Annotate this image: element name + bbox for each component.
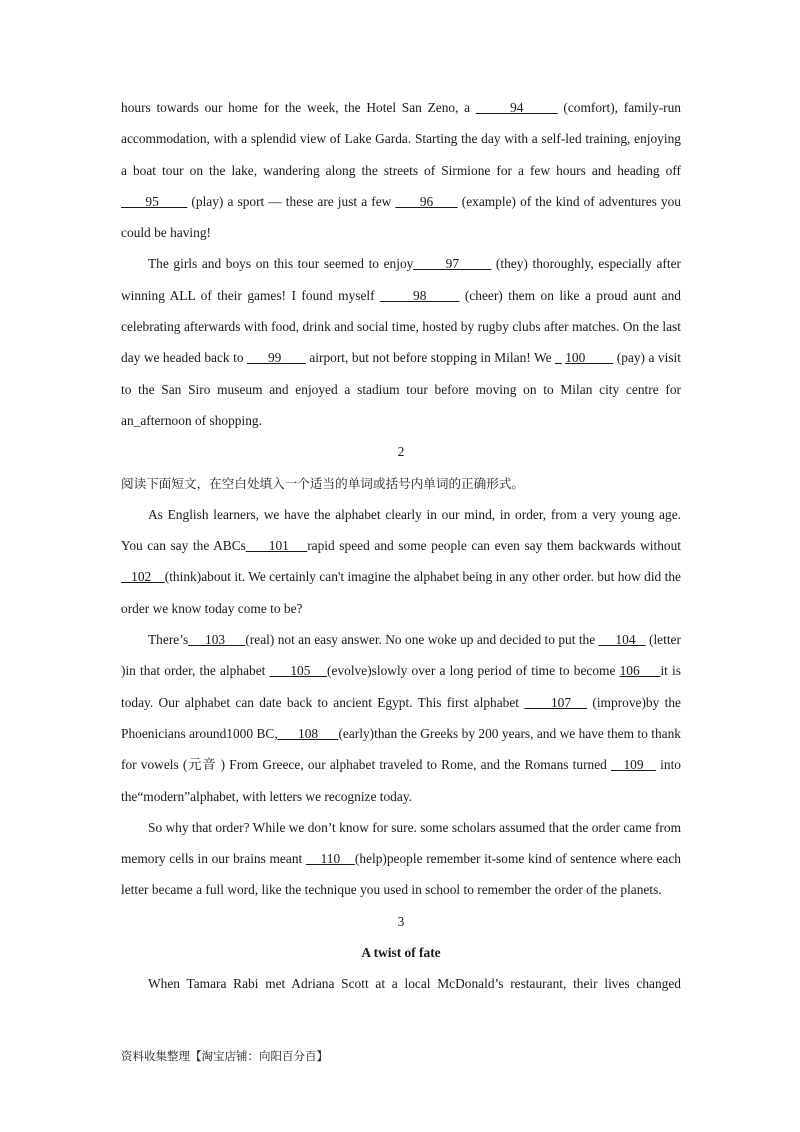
text-run: (think)about it. We certainly can't imagine the alphabet being in any other order. but how did the order we know today come to be?: [121, 569, 681, 616]
document-body: [121, 92, 681, 1000]
blank-99[interactable]: 99: [247, 350, 306, 366]
text-run: (play) a sport — these are just a few: [187, 193, 396, 209]
paragraph-hotel: [121, 92, 681, 248]
blank-110[interactable]: 110: [305, 851, 355, 867]
blank-109[interactable]: 109: [611, 757, 657, 773]
text-run: into the“modern”alphabet, with letters we recognize today.: [121, 757, 681, 804]
text-run: hours towards our home for the week, the Hotel San Zeno, a: [121, 100, 476, 115]
blank-underscore: _: [555, 350, 562, 366]
text-run: (early)than the Greeks by 200 years, and we have them to thank for vowels (元音 ) From Greece, our alphabet traveled to Rome, and the Romans turned: [121, 725, 681, 773]
blank-96[interactable]: 96: [395, 193, 458, 209]
instruction: 阅读下面短文，在空白处填入一个适当的单词或括号内单词的正确形式。: [121, 475, 524, 491]
section-title: A twist of fate: [361, 945, 441, 961]
blank-101[interactable]: 101: [245, 538, 308, 554]
text-run: (letter )in that order, the alphabet: [121, 632, 681, 679]
section-number-3: 3: [397, 913, 405, 929]
blank-102[interactable]: 102: [121, 569, 165, 585]
text-run: There’s: [148, 632, 189, 648]
section-number-2: 2: [397, 444, 405, 460]
blank-107[interactable]: 107: [524, 694, 588, 710]
text-run: (improve)by the Phoenicians around1000 BC,: [121, 694, 681, 741]
paragraph-alphabet: [121, 499, 681, 624]
blank-104[interactable]: 104: [598, 632, 646, 648]
blank-106[interactable]: 106: [619, 663, 661, 679]
footer-note: 资料收集整理【淘宝店铺：向阳百分百】: [121, 1049, 328, 1063]
text-run: (evolve)slowly over a long period of time to become: [327, 663, 620, 679]
paragraph-twist: When Tamara Rabi met Adriana Scott at a local McDonald’s restaurant, their lives changed: [148, 976, 681, 992]
text-run: rapid speed and some people can even say them backwards without: [307, 538, 681, 554]
blank-108[interactable]: 108: [277, 725, 339, 741]
text-run: (comfort), family-run accommodation, with a splendid view of Lake Garda. Starting the day with a self-led training, enjoying a boat tour on the lake, wandering along the streets of Sirmione for a few hours and heading off: [121, 100, 682, 178]
blank-97[interactable]: 97: [413, 256, 492, 272]
text-run: (pay) a visit to the San Siro museum and enjoyed a stadium tour before moving on to Milan city centre for an_afternoon of shopping.: [121, 350, 681, 428]
paragraph-tour: [121, 248, 681, 436]
text-run: (real) not an easy answer. No one woke up and decided to put the: [245, 632, 599, 648]
blank-94[interactable]: 94: [475, 100, 558, 115]
blank-95[interactable]: 95: [121, 193, 188, 209]
text-run: So why that order? While we don’t know for sure. some scholars assumed that the order came from memory cells in our brains meant: [121, 819, 681, 867]
text-run: As English learners, we have the alphabet clearly in our mind, in order, from a very young age. You can say the ABCs: [121, 506, 681, 554]
text-run: it is today. Our alphabet can date back to ancient Egypt. This first alphabet: [121, 663, 681, 710]
blank-98[interactable]: 98: [380, 287, 460, 303]
blank-105[interactable]: 105: [269, 663, 328, 679]
text-run: (they) thoroughly, especially after winning ALL of their games! I found myself: [121, 256, 681, 303]
text-run: (help)people remember it-some kind of sentence where each letter became a full word, like the technique you used in school to remember the order of the planets.: [121, 851, 681, 898]
text-run: (cheer) them on like a proud aunt and celebrating afterwards with food, drink and social time, hosted by rugby clubs after matches. On the last day we headed back to: [121, 287, 681, 366]
text-run: airport, but not before stopping in Milan! We: [305, 350, 555, 366]
text-run: The girls and boys on this tour seemed to enjoy: [148, 256, 414, 272]
blank-100[interactable]: 100: [565, 350, 614, 366]
blank-103[interactable]: 103: [188, 632, 246, 648]
paragraph-history: [121, 624, 681, 812]
text-run: (example) of the kind of adventures you could be having!: [121, 193, 682, 241]
paragraph-why: [121, 812, 681, 906]
